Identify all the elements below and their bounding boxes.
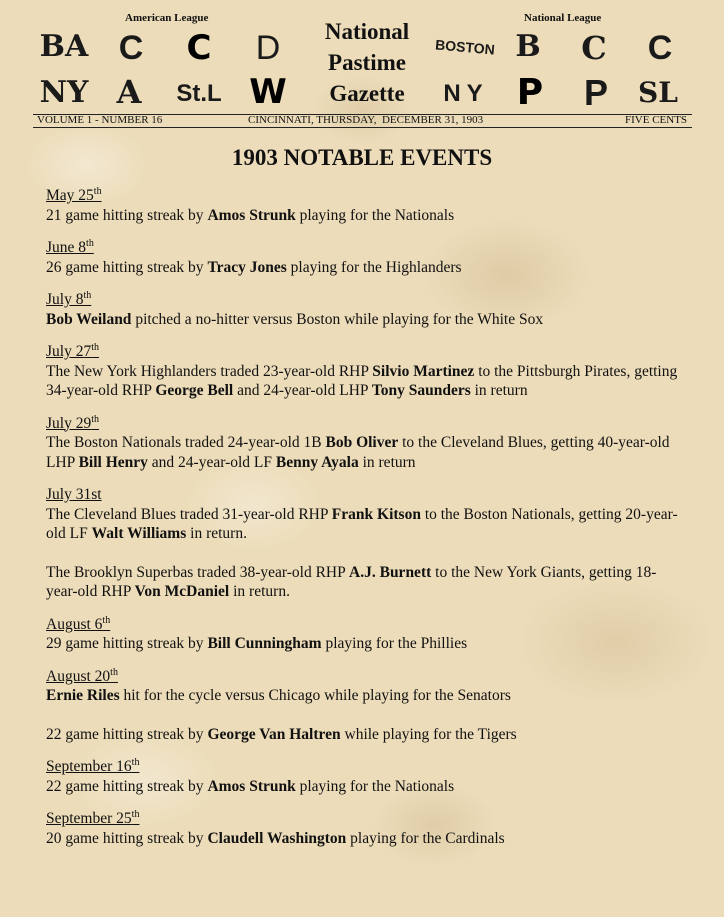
event-text	[46, 634, 686, 654]
event-text-segment: 29 game hitting streak by	[46, 635, 208, 652]
event-text-segment: to the New York Giants, getting 18-year-old RHP	[46, 563, 657, 600]
event-text-segment: 22 game hitting streak by	[46, 725, 208, 743]
player-name: Silvio Martinez	[372, 362, 475, 380]
event-text-segment: playing for the Cardinals	[346, 829, 505, 847]
paper-title	[300, 16, 434, 109]
event-block	[46, 615, 686, 654]
player-name: Ernie Riles	[46, 687, 120, 704]
event-text-segment: The Cleveland Blues traded 31-year-old RHP	[46, 505, 332, 523]
event-date	[46, 238, 686, 258]
event-date	[46, 414, 686, 434]
philadelphia-al-logo: A	[116, 73, 142, 111]
event-text-segment: in return	[470, 382, 528, 399]
events-list	[46, 186, 686, 848]
event-text-segment: and 24-year-old LF	[147, 453, 276, 471]
event-text	[46, 258, 686, 278]
player-name: Tony Saunders	[371, 382, 471, 399]
player-name: Walt Williams	[91, 525, 187, 542]
event-date-suffix: th	[110, 666, 118, 678]
event-block	[46, 186, 686, 225]
event-text	[46, 362, 686, 401]
national-league-label: National League	[524, 12, 602, 24]
player-name: Tracy Jones	[207, 258, 287, 276]
event-text	[46, 725, 686, 745]
player-name: Bob Oliver	[325, 434, 399, 451]
st-louis-al-logo: St.L	[176, 80, 222, 107]
event-block	[46, 342, 686, 401]
boston-nl-logo: BOSTON	[434, 36, 496, 58]
event-date-text: July 31st	[46, 486, 102, 503]
event-text-segment: 21 game hitting streak by	[46, 206, 208, 224]
chicago-nl-logo: C	[581, 29, 607, 67]
player-name: Bill Cunningham	[207, 635, 322, 652]
price: FIVE CENTS	[625, 114, 688, 126]
event-date-suffix: th	[131, 808, 140, 820]
detroit-al-logo: D	[255, 29, 281, 67]
event-text-segment: in return	[358, 453, 416, 471]
event-text-segment: and 24-year-old LHP	[233, 382, 372, 399]
event-date	[46, 615, 686, 635]
event-text	[46, 829, 686, 849]
masthead	[0, 0, 724, 130]
event-date	[46, 485, 686, 505]
event-date-suffix: th	[86, 237, 94, 249]
event-text-segment: 20 game hitting streak by	[46, 829, 208, 847]
paper-title-line2: Pastime	[328, 50, 406, 75]
paper-title-line3: Gazette	[329, 81, 405, 106]
player-name: Von McDaniel	[134, 583, 230, 600]
event-text-segment: to the Pittsburgh Pirates, getting 34-year-old RHP	[46, 362, 678, 399]
event-text-segment: hit for the cycle versus Chicago while playing for the Senators	[119, 687, 511, 704]
page-heading: 1903 NOTABLE EVENTS	[231, 145, 493, 170]
event-text	[46, 433, 686, 472]
masthead-rule-bottom	[33, 127, 692, 128]
event-date-text: September 16	[46, 758, 132, 775]
event-text-segment: playing for the Highlanders	[286, 258, 462, 276]
event-date-suffix: th	[102, 614, 111, 626]
event-date-suffix: th	[83, 289, 92, 301]
event-block	[46, 757, 686, 796]
american-league-label: American League	[125, 12, 209, 24]
event-text-segment: pitched a no-hitter versus Boston while playing for the White Sox	[131, 310, 544, 328]
event-block	[46, 238, 686, 277]
event-date-suffix: th	[91, 413, 99, 425]
event-text-segment: to the Cleveland Blues, getting 40-year-old LHP	[46, 434, 670, 471]
philadelphia-nl-logo: P	[516, 72, 544, 113]
event-block	[46, 290, 686, 329]
event-date	[46, 809, 686, 829]
boston-al-logo: BA	[39, 29, 89, 64]
event-text-segment: The New York Highlanders traded 23-year-old RHP	[46, 362, 373, 380]
event-text-segment: while playing for the Tigers	[340, 725, 517, 743]
event-text-segment: in return.	[186, 525, 247, 542]
event-date-text: August 6	[46, 615, 103, 633]
event-date-text: July 29	[46, 414, 92, 432]
pittsburgh-nl-logo: P	[583, 72, 608, 113]
event-text-segment: 22 game hitting streak by	[46, 777, 208, 795]
player-name: Benny Ayala	[275, 453, 359, 471]
cleveland-al-logo: C	[118, 29, 144, 67]
event-date-text: September 25	[46, 810, 132, 827]
event-date-suffix: th	[93, 185, 102, 197]
event-text	[46, 505, 686, 544]
event-text-segment: 26 game hitting streak by	[46, 258, 208, 276]
event-date-text: June 8	[46, 239, 87, 256]
event-text	[46, 206, 686, 226]
washington-al-logo: W	[249, 72, 287, 112]
player-name: George Bell	[155, 382, 234, 399]
event-text-segment: to the Boston Nationals, getting 20-year-old LF	[46, 505, 678, 542]
st-louis-nl-logo: SL	[638, 76, 678, 109]
player-name: George Van Haltren	[207, 725, 341, 743]
player-name: Frank Kitson	[331, 505, 421, 523]
event-text-segment: playing for the Nationals	[295, 777, 455, 795]
event-block	[46, 809, 686, 848]
event-date-text: August 20	[46, 667, 111, 685]
event-date-text: July 8	[46, 291, 84, 308]
event-date-text: July 27	[46, 343, 92, 360]
event-date	[46, 186, 686, 206]
event-block	[46, 485, 686, 602]
new-york-nl-logo: NY	[443, 80, 489, 107]
player-name: Bill Henry	[78, 453, 148, 471]
event-block	[46, 414, 686, 473]
new-york-al-logo: NY	[39, 75, 89, 110]
event-date	[46, 290, 686, 310]
event-date-text: May 25	[46, 187, 94, 204]
event-text	[46, 563, 686, 602]
event-date	[46, 342, 686, 362]
event-date-suffix: th	[91, 341, 99, 353]
event-date-suffix: th	[131, 756, 140, 768]
brooklyn-nl-logo: B	[515, 29, 541, 64]
chicago-al-logo: C	[186, 28, 212, 68]
event-text-segment: The Brooklyn Superbas traded 38-year-old RHP	[46, 563, 350, 581]
event-text-segment: playing for the Phillies	[321, 635, 468, 652]
player-name: Claudell Washington	[207, 829, 347, 847]
cincinnati-nl-logo: C	[647, 29, 673, 67]
event-text-segment: The Boston Nationals traded 24-year-old 1B	[46, 434, 326, 451]
player-name: Amos Strunk	[207, 777, 296, 795]
dateline: CINCINNATI, THURSDAY, DECEMBER 31, 1903	[248, 114, 484, 126]
event-text	[46, 686, 686, 706]
event-block	[46, 667, 686, 745]
event-date	[46, 667, 686, 687]
event-text-segment: in return.	[229, 583, 290, 600]
volume-number: VOLUME 1 - NUMBER 16	[37, 114, 163, 126]
event-text	[46, 777, 686, 797]
event-text	[46, 310, 686, 330]
player-name: Bob Weiland	[46, 310, 132, 328]
paper-title-line1: National	[324, 19, 410, 44]
player-name: A.J. Burnett	[349, 563, 432, 581]
player-name: Amos Strunk	[207, 206, 296, 224]
event-text-segment: playing for the Nationals	[295, 206, 455, 224]
event-date	[46, 757, 686, 777]
